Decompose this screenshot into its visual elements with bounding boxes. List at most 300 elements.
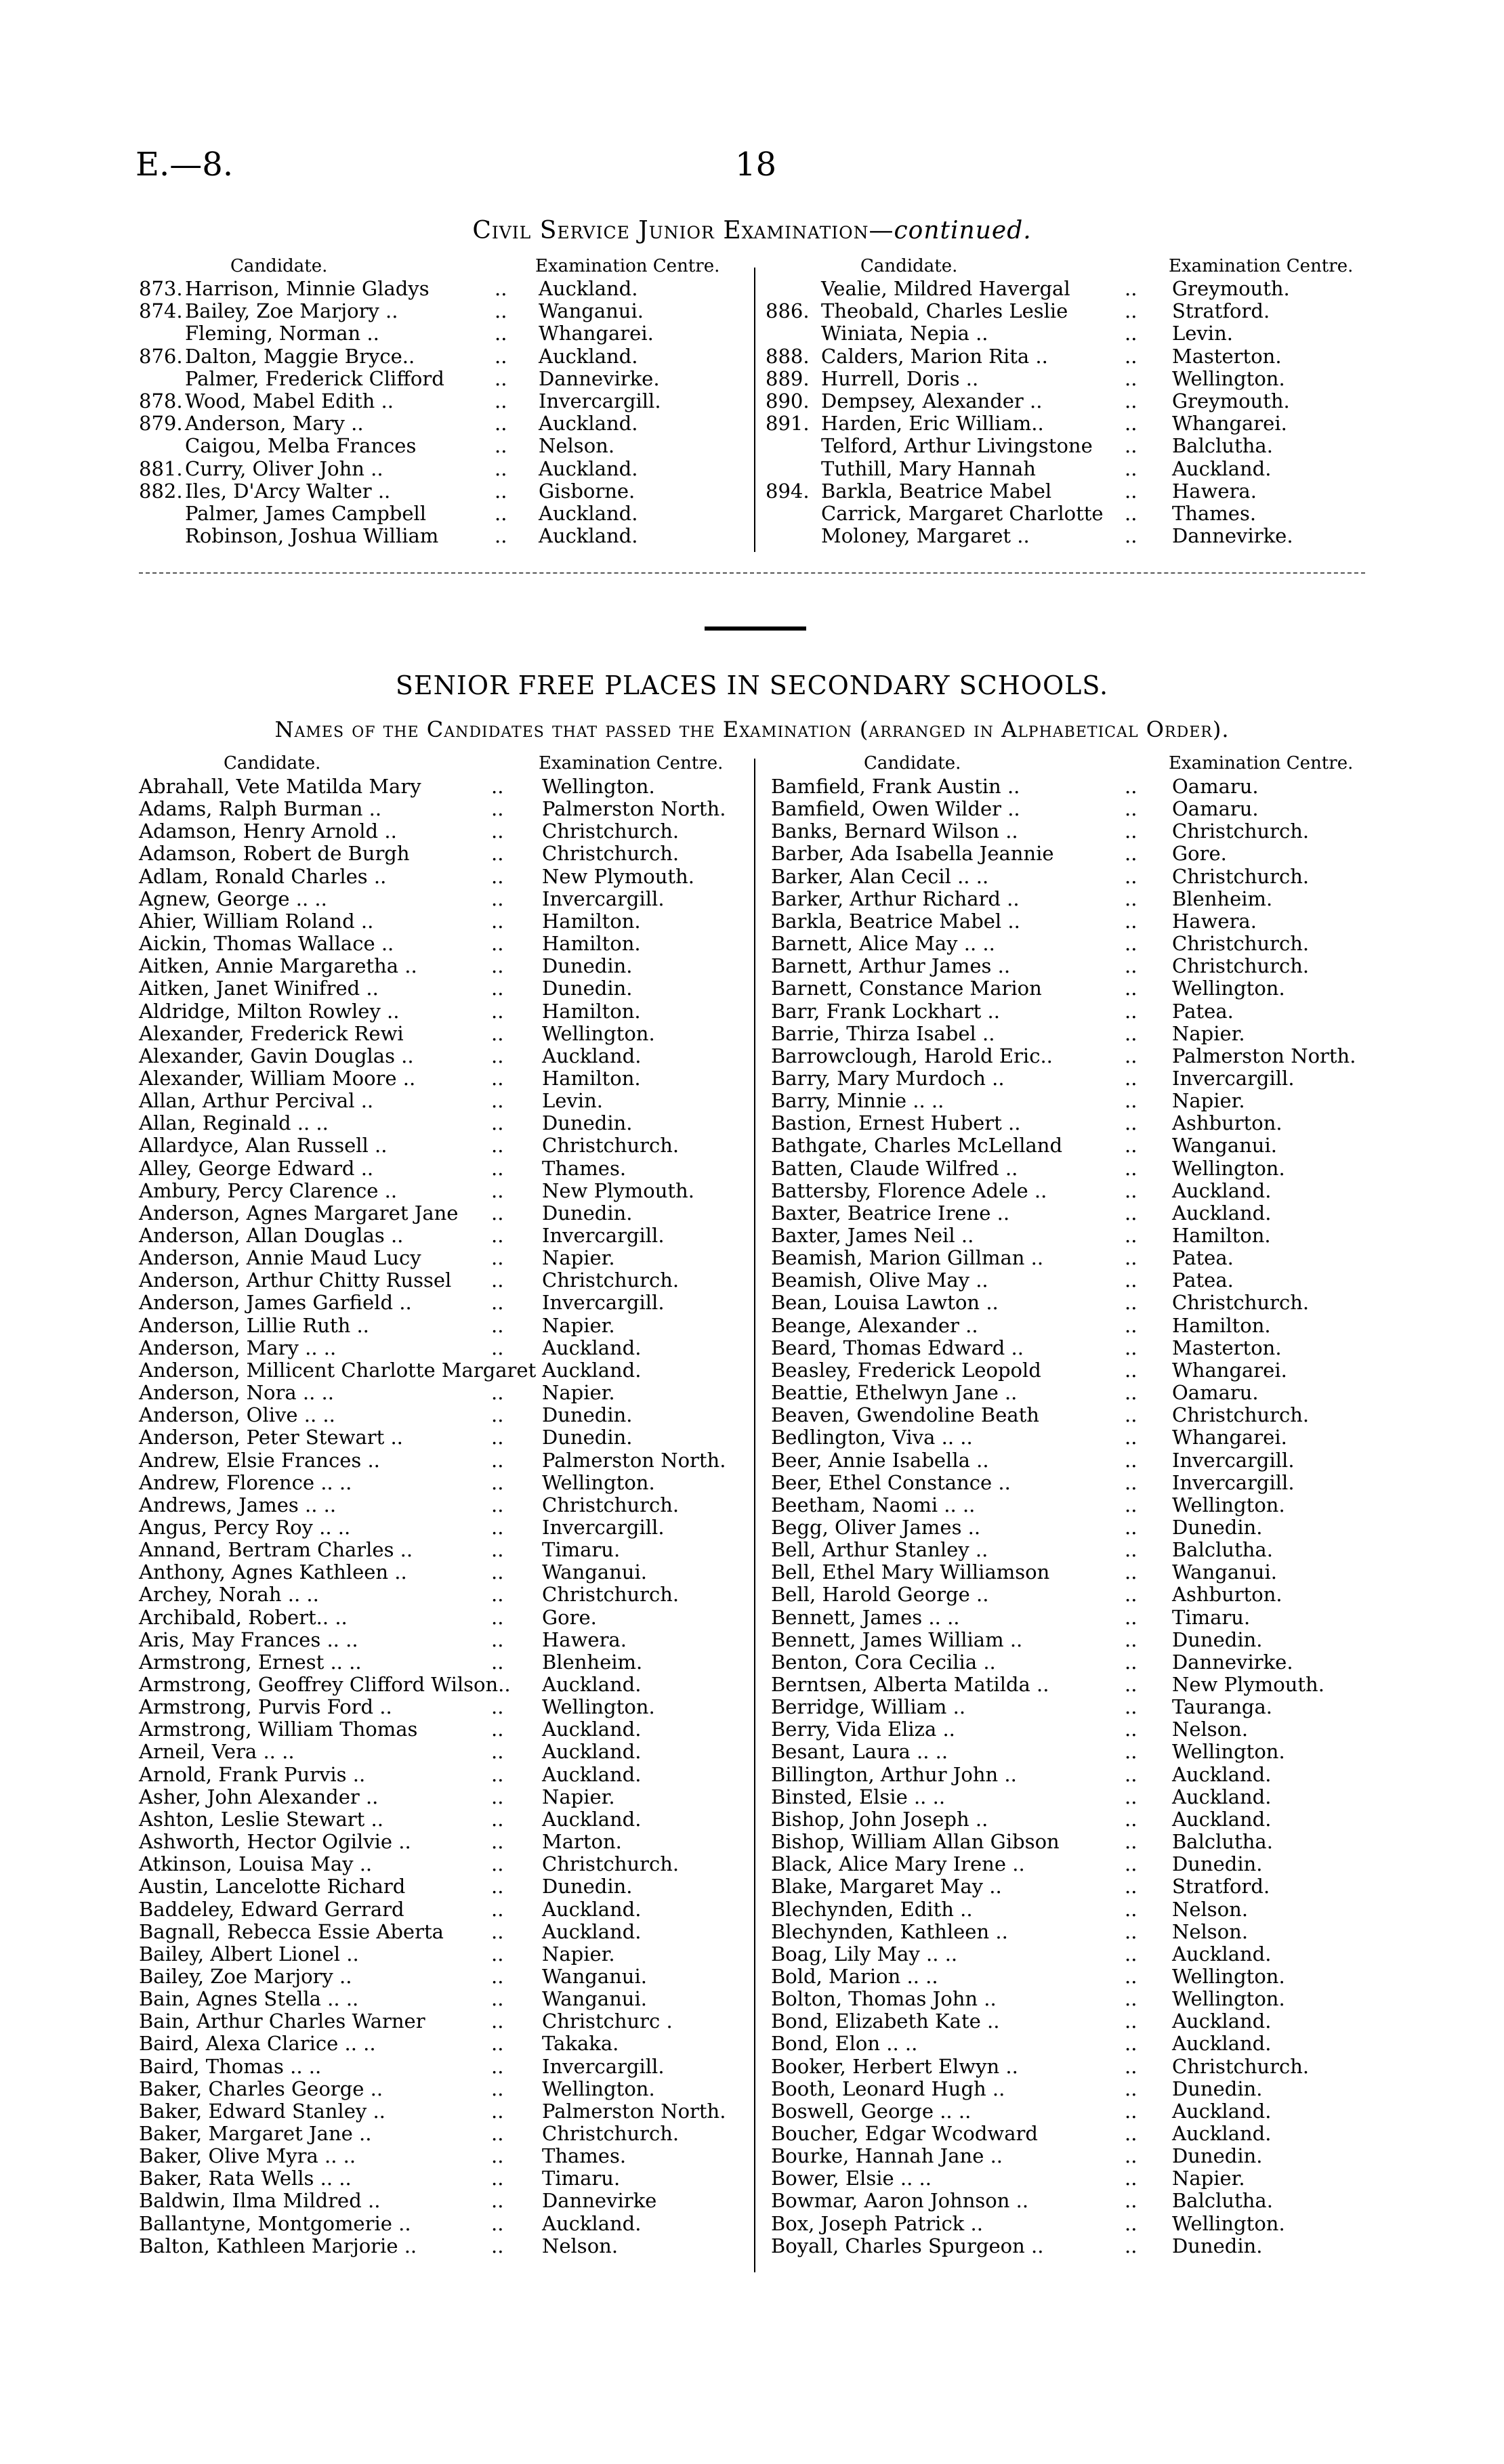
- leader-dots: ..: [491, 2054, 504, 2078]
- examination-centre: Invercargill.: [542, 887, 665, 910]
- candidate-name: Alley, George Edward ..: [139, 1156, 374, 1180]
- examination-centre: Christchurch.: [542, 1493, 680, 1516]
- examination-centre: Nelson.: [1172, 1919, 1249, 1943]
- leader-dots: ..: [1125, 434, 1137, 458]
- candidate-name: Baldwin, Ilma Mildred ..: [139, 2189, 381, 2213]
- list-row: [771, 843, 1367, 865]
- list-row: [139, 278, 735, 300]
- list-row: [139, 1045, 735, 1067]
- candidate-name: Baird, Alexa Clarice .. ..: [139, 2032, 376, 2056]
- candidate-name: Baird, Thomas .. ..: [139, 2054, 322, 2078]
- row-number: 886.: [766, 299, 810, 323]
- list-row: [139, 1629, 735, 1651]
- leader-dots: ..: [491, 2167, 504, 2190]
- leader-dots: ..: [1125, 456, 1137, 480]
- list-row: [139, 1853, 735, 1875]
- list-row: [139, 322, 735, 345]
- examination-centre: Dunedin.: [1172, 1852, 1263, 1876]
- leader-dots: ..: [1125, 344, 1137, 368]
- examination-centre: Masterton.: [1172, 344, 1282, 368]
- leader-dots: ..: [1125, 1673, 1137, 1696]
- candidate-name: Beattie, Ethelwyn Jane ..: [771, 1381, 1018, 1405]
- candidate-name: Ashton, Leslie Stewart ..: [139, 1807, 383, 1831]
- leader-dots: ..: [491, 1964, 504, 1988]
- candidate-name: Benton, Cora Cecilia ..: [771, 1650, 996, 1674]
- candidate-name: Aickin, Thomas Wallace ..: [139, 932, 394, 956]
- examination-centre: Gore.: [542, 1605, 597, 1629]
- candidate-name: Bower, Elsie .. ..: [771, 2167, 932, 2190]
- examination-centre: Auckland.: [1172, 456, 1272, 480]
- leader-dots: ..: [1125, 1515, 1137, 1539]
- candidate-name: Baxter, James Neil ..: [771, 1224, 974, 1247]
- list-row: [139, 1494, 735, 1516]
- candidate-name: Agnew, George .. ..: [139, 887, 327, 910]
- row-number: 888.: [766, 344, 810, 368]
- list-row: [766, 480, 1362, 503]
- leader-dots: ..: [1125, 2234, 1137, 2257]
- leader-dots: ..: [491, 1875, 504, 1898]
- examination-centre: Timaru.: [542, 2167, 621, 2190]
- leader-dots: ..: [1125, 322, 1137, 345]
- examination-centre: Dannevirke.: [539, 366, 660, 390]
- examination-centre: Auckland.: [539, 502, 638, 525]
- candidate-name: Bowmar, Aaron Johnson ..: [771, 2189, 1029, 2213]
- examination-centre: Christchurch.: [542, 820, 680, 843]
- candidate-name: Aitken, Janet Winifred ..: [139, 977, 379, 1000]
- examination-centre: Auckland.: [542, 2211, 642, 2235]
- examination-centre: Christchurch.: [542, 2122, 680, 2145]
- candidate-name: Barr, Frank Lockhart ..: [771, 999, 1000, 1023]
- list-row: [771, 1741, 1367, 1763]
- list-row: [771, 1090, 1367, 1112]
- examination-centre: Patea.: [1172, 999, 1234, 1023]
- examination-centre: Blenheim.: [1172, 887, 1273, 910]
- examination-centre: Auckland.: [542, 1044, 642, 1067]
- list-row: [139, 1247, 735, 1269]
- list-row: [771, 820, 1367, 843]
- senior-free-title: SENIOR FREE PLACES IN SECONDARY SCHOOLS.: [395, 671, 1109, 700]
- list-row: [771, 1539, 1367, 1561]
- candidate-name: Bennett, James .. ..: [771, 1605, 960, 1629]
- list-row: [771, 1516, 1367, 1539]
- examination-centre: Christchurch.: [1172, 1291, 1310, 1315]
- leader-dots: ..: [491, 864, 504, 888]
- list-row: [771, 2190, 1367, 2212]
- list-row: [771, 1000, 1367, 1023]
- list-row: [139, 2213, 735, 2235]
- examination-centre: Auckland.: [539, 456, 638, 480]
- list-row: [771, 1449, 1367, 1472]
- leader-dots: ..: [1125, 1718, 1137, 1741]
- examination-centre: Auckland.: [542, 1762, 642, 1786]
- candidate-name: Baxter, Beatrice Irene ..: [771, 1201, 1010, 1225]
- leader-dots: ..: [1125, 1156, 1137, 1180]
- examination-centre: Whangarei.: [1172, 1358, 1287, 1382]
- list-row: [766, 368, 1362, 390]
- leader-dots: ..: [1125, 1269, 1137, 1292]
- list-row: [139, 843, 735, 865]
- leader-dots: ..: [1125, 1246, 1137, 1270]
- candidate-name: Archibald, Robert.. ..: [139, 1605, 348, 1629]
- examination-centre: Wellington.: [542, 2077, 655, 2100]
- leader-dots: ..: [1125, 1538, 1137, 1562]
- leader-dots: ..: [491, 1470, 504, 1494]
- leader-dots: ..: [491, 1246, 504, 1270]
- examination-centre: Wellington.: [1172, 1156, 1285, 1180]
- list-row: [139, 2167, 735, 2190]
- leader-dots: ..: [491, 1201, 504, 1225]
- list-row: [139, 2235, 735, 2257]
- leader-dots: ..: [1125, 2032, 1137, 2056]
- examination-centre: Marton.: [542, 1830, 622, 1854]
- leader-dots: ..: [495, 479, 507, 503]
- leader-dots: ..: [1125, 909, 1137, 933]
- list-row: [771, 2056, 1367, 2078]
- leader-dots: ..: [1125, 1987, 1137, 2011]
- list-row: [139, 1696, 735, 1718]
- candidate-name: Baddeley, Edward Gerrard: [139, 1897, 404, 1921]
- leader-dots: ..: [1125, 2122, 1137, 2145]
- list-row: [771, 1337, 1367, 1359]
- list-row: [771, 955, 1367, 977]
- list-row: [139, 2033, 735, 2055]
- leader-dots: ..: [1125, 1358, 1137, 1382]
- examination-centre: Palmerston North.: [1172, 1044, 1356, 1067]
- examination-centre: Dunedin.: [1172, 2144, 1263, 2168]
- examination-centre: Wanganui.: [539, 299, 644, 323]
- candidate-name: Barnett, Alice May .. ..: [771, 932, 995, 956]
- examination-centre: Wellington.: [542, 1695, 655, 1719]
- candidate-name: Bedlington, Viva .. ..: [771, 1426, 973, 1449]
- row-number: 881.: [139, 456, 183, 480]
- leader-dots: ..: [491, 1224, 504, 1247]
- examination-centre: Hawera.: [1172, 479, 1257, 503]
- candidate-name: Beasley, Frederick Leopold: [771, 1358, 1041, 1382]
- leader-dots: ..: [495, 524, 507, 548]
- list-row: [139, 1426, 735, 1449]
- list-row: [771, 1921, 1367, 1943]
- candidate-name: Winiata, Nepia ..: [821, 322, 988, 345]
- leader-dots: ..: [1125, 277, 1137, 300]
- row-number: 873.: [139, 277, 183, 300]
- candidate-name: Robinson, Joshua William: [185, 524, 439, 548]
- leader-dots: ..: [1125, 2211, 1137, 2235]
- leader-dots: ..: [1125, 1897, 1137, 1921]
- examination-centre: Auckland.: [539, 524, 638, 548]
- row-number: 874.: [139, 299, 183, 323]
- cs-left-col-centre: Examination Centre.: [535, 256, 720, 276]
- list-row: [139, 1651, 735, 1674]
- leader-dots: ..: [1125, 1493, 1137, 1516]
- examination-centre: Auckland.: [1172, 2010, 1272, 2033]
- candidate-name: Anderson, Agnes Margaret Jane: [139, 1201, 459, 1225]
- list-row: [771, 2100, 1367, 2123]
- leader-dots: ..: [1125, 1111, 1137, 1135]
- examination-centre: Wanganui.: [542, 1964, 647, 1988]
- candidate-name: Andrew, Elsie Frances ..: [139, 1448, 380, 1472]
- candidate-name: Beer, Ethel Constance ..: [771, 1470, 1011, 1494]
- leader-dots: ..: [1125, 1134, 1137, 1157]
- candidate-name: Arnold, Frank Purvis ..: [139, 1762, 366, 1786]
- list-row: [771, 1247, 1367, 1269]
- candidate-name: Bailey, Zoe Marjory ..: [139, 1964, 352, 1988]
- sf-left-col-candidate: Candidate.: [224, 753, 321, 773]
- leader-dots: ..: [1125, 1695, 1137, 1719]
- leader-dots: ..: [491, 1695, 504, 1719]
- leader-dots: ..: [491, 842, 504, 866]
- leader-dots: ..: [491, 954, 504, 978]
- leader-dots: ..: [1125, 524, 1137, 548]
- leader-dots: ..: [1125, 1313, 1137, 1337]
- candidate-name: Anderson, Millicent Charlotte Margaret: [139, 1358, 537, 1382]
- leader-dots: ..: [495, 434, 507, 458]
- examination-centre: Dunedin.: [542, 954, 633, 978]
- leader-dots: ..: [1125, 797, 1137, 821]
- candidate-name: Bailey, Albert Lionel ..: [139, 1942, 359, 1966]
- section-divider-dashed: [139, 572, 1365, 574]
- examination-centre: Nelson.: [1172, 1718, 1249, 1741]
- candidate-name: Beaven, Gwendoline Beath: [771, 1403, 1039, 1427]
- leader-dots: ..: [491, 820, 504, 843]
- leader-dots: ..: [1125, 1426, 1137, 1449]
- leader-dots: ..: [491, 2032, 504, 2056]
- examination-centre: Christchurc .: [542, 2010, 673, 2033]
- list-row: [139, 2190, 735, 2212]
- list-row: [139, 2145, 735, 2167]
- list-row: [139, 910, 735, 933]
- candidate-name: Blechynden, Edith ..: [771, 1897, 973, 1921]
- examination-centre: Hamilton.: [542, 999, 641, 1023]
- examination-centre: Auckland.: [539, 344, 638, 368]
- list-row: [139, 933, 735, 955]
- candidate-name: Anderson, Mary .. ..: [139, 1336, 337, 1359]
- examination-centre: Levin.: [542, 1089, 603, 1113]
- candidate-name: Austin, Lancelotte Richard: [139, 1875, 406, 1898]
- examination-centre: Hamilton.: [542, 1066, 641, 1090]
- candidate-name: Barker, Arthur Richard ..: [771, 887, 1020, 910]
- leader-dots: ..: [491, 1583, 504, 1607]
- list-row: [139, 390, 735, 412]
- candidate-name: Barkla, Beatrice Mabel ..: [771, 909, 1020, 933]
- candidate-name: Carrick, Margaret Charlotte: [821, 502, 1104, 525]
- list-row: [771, 1134, 1367, 1157]
- candidate-name: Beer, Annie Isabella ..: [771, 1448, 989, 1472]
- leader-dots: ..: [1125, 1852, 1137, 1876]
- candidate-name: Batten, Claude Wilfred ..: [771, 1156, 1018, 1180]
- examination-centre: Thames.: [542, 1156, 627, 1180]
- examination-centre: Wellington.: [1172, 1740, 1285, 1764]
- examination-centre: Gisborne.: [539, 479, 635, 503]
- leader-dots: ..: [491, 1381, 504, 1405]
- list-row: [771, 1023, 1367, 1045]
- row-number: 891.: [766, 412, 810, 436]
- candidate-name: Abrahall, Vete Matilda Mary: [139, 775, 421, 798]
- list-row: [139, 1607, 735, 1629]
- list-row: [139, 1337, 735, 1359]
- list-row: [771, 1045, 1367, 1067]
- leader-dots: ..: [495, 277, 507, 300]
- examination-centre: Auckland.: [1172, 1201, 1272, 1225]
- list-row: [771, 1898, 1367, 1921]
- examination-centre: Wanganui.: [542, 1987, 647, 2011]
- examination-centre: Stratford.: [1172, 299, 1270, 323]
- examination-centre: Dunedin.: [1172, 2234, 1263, 2257]
- examination-centre: Auckland.: [542, 1673, 642, 1696]
- examination-centre: Takaka.: [542, 2032, 619, 2056]
- leader-dots: ..: [1125, 1560, 1137, 1584]
- list-row: [766, 435, 1362, 457]
- candidate-name: Archey, Norah .. ..: [139, 1583, 319, 1607]
- examination-centre: Auckland.: [542, 1897, 642, 1921]
- candidate-name: Barkla, Beatrice Mabel: [821, 479, 1052, 503]
- list-row: [139, 977, 735, 1000]
- leader-dots: ..: [1125, 1875, 1137, 1898]
- list-row: [771, 1561, 1367, 1584]
- leader-dots: ..: [1125, 1605, 1137, 1629]
- leader-dots: ..: [1125, 2144, 1137, 2168]
- leader-dots: ..: [1125, 775, 1137, 798]
- list-row: [139, 1741, 735, 1763]
- list-row: [139, 1449, 735, 1472]
- examination-centre: Invercargill.: [1172, 1448, 1295, 1472]
- list-row: [771, 1225, 1367, 1247]
- candidate-name: Ashworth, Hector Ogilvie ..: [139, 1830, 411, 1854]
- candidate-name: Adams, Ralph Burman ..: [139, 797, 382, 821]
- senior-free-subtitle: Names of the Candidates that passed the Examination (arranged in Alphabetical Order).: [274, 717, 1230, 742]
- leader-dots: ..: [495, 322, 507, 345]
- sf-left-col-centre: Examination Centre.: [539, 753, 724, 773]
- candidate-name: Begg, Oliver James ..: [771, 1515, 981, 1539]
- page-number: 18: [735, 146, 777, 184]
- examination-centre: Wanganui.: [1172, 1560, 1277, 1584]
- candidate-name: Ambury, Percy Clarence ..: [139, 1178, 398, 1202]
- list-row: [771, 1494, 1367, 1516]
- candidate-name: Bell, Harold George ..: [771, 1583, 989, 1607]
- list-row: [771, 1718, 1367, 1741]
- leader-dots: ..: [491, 2234, 504, 2257]
- list-row: [139, 1225, 735, 1247]
- leader-dots: ..: [1125, 1336, 1137, 1359]
- candidate-name: Boyall, Charles Spurgeon ..: [771, 2234, 1044, 2257]
- examination-centre: Timaru.: [542, 1538, 621, 1562]
- examination-centre: Gore.: [1172, 842, 1227, 866]
- list-row: [139, 1404, 735, 1426]
- list-row: [771, 1607, 1367, 1629]
- list-row: [771, 1764, 1367, 1786]
- candidate-name: Beamish, Marion Gillman ..: [771, 1246, 1044, 1270]
- candidate-name: Blake, Margaret May ..: [771, 1875, 1002, 1898]
- candidate-name: Berry, Vida Eliza ..: [771, 1718, 955, 1741]
- examination-centre: Dunedin.: [542, 1403, 633, 1427]
- leader-dots: ..: [491, 999, 504, 1023]
- candidate-name: Theobald, Charles Leslie: [821, 299, 1068, 323]
- candidate-name: Aitken, Annie Margaretha ..: [139, 954, 417, 978]
- leader-dots: ..: [491, 1605, 504, 1629]
- examination-centre: Christchurch.: [542, 1583, 680, 1607]
- leader-dots: ..: [491, 2144, 504, 2168]
- examination-centre: Palmerston North.: [542, 2099, 726, 2123]
- list-row: [139, 1180, 735, 1202]
- examination-centre: Tauranga.: [1172, 1695, 1272, 1719]
- examination-centre: Dunedin.: [1172, 1628, 1263, 1651]
- list-row: [139, 1764, 735, 1786]
- leader-dots: ..: [491, 1897, 504, 1921]
- examination-centre: Christchurch.: [542, 1134, 680, 1157]
- leader-dots: ..: [1125, 502, 1137, 525]
- leader-dots: ..: [1125, 366, 1137, 390]
- leader-dots: ..: [491, 1650, 504, 1674]
- cs-right-col-candidate: Candidate.: [860, 256, 958, 276]
- row-number: 879.: [139, 412, 183, 436]
- list-row: [766, 345, 1362, 368]
- leader-dots: ..: [1125, 1762, 1137, 1786]
- candidate-name: Andrews, James .. ..: [139, 1493, 337, 1516]
- sf-right-col-candidate: Candidate.: [864, 753, 961, 773]
- leader-dots: ..: [1125, 1942, 1137, 1966]
- leader-dots: ..: [491, 2189, 504, 2213]
- examination-centre: Dannevirke.: [1172, 1650, 1293, 1674]
- leader-dots: ..: [1125, 1448, 1137, 1472]
- examination-centre: Auckland.: [1172, 2099, 1272, 2123]
- leader-dots: ..: [1125, 864, 1137, 888]
- leader-dots: ..: [1125, 2099, 1137, 2123]
- leader-dots: ..: [1125, 1807, 1137, 1831]
- list-row: [771, 1988, 1367, 2010]
- examination-centre: Levin.: [1172, 322, 1233, 345]
- examination-centre: Auckland.: [542, 1718, 642, 1741]
- examination-centre: Thames.: [542, 2144, 627, 2168]
- candidate-name: Caigou, Melba Frances: [185, 434, 417, 458]
- candidate-name: Harden, Eric William..: [821, 412, 1044, 436]
- list-row: [139, 1966, 735, 1988]
- examination-centre: Auckland.: [542, 1740, 642, 1764]
- leader-dots: ..: [491, 1628, 504, 1651]
- list-row: [771, 1292, 1367, 1314]
- candidate-name: Bastion, Ernest Hubert ..: [771, 1111, 1021, 1135]
- candidate-name: Booker, Herbert Elwyn ..: [771, 2054, 1018, 2078]
- candidate-name: Tuthill, Mary Hannah: [821, 456, 1036, 480]
- list-row: [766, 525, 1362, 547]
- leader-dots: ..: [491, 1852, 504, 1876]
- candidate-name: Curry, Oliver John ..: [185, 456, 383, 480]
- list-row: [771, 2010, 1367, 2033]
- leader-dots: ..: [491, 1134, 504, 1157]
- list-row: [139, 1674, 735, 1696]
- candidate-name: Anderson, Lillie Ruth ..: [139, 1313, 369, 1337]
- leader-dots: ..: [1125, 1224, 1137, 1247]
- document-code: E.—8.: [135, 146, 234, 184]
- leader-dots: ..: [491, 887, 504, 910]
- examination-centre: Wellington.: [1172, 1493, 1285, 1516]
- civil-service-title-cont: continued.: [894, 217, 1032, 245]
- candidate-name: Barnett, Arthur James ..: [771, 954, 1011, 978]
- list-row: [139, 1718, 735, 1741]
- candidate-name: Boswell, George .. ..: [771, 2099, 972, 2123]
- list-row: [771, 2213, 1367, 2235]
- examination-centre: Dannevirke.: [1172, 524, 1293, 548]
- candidate-name: Calders, Marion Rita ..: [821, 344, 1048, 368]
- candidate-name: Palmer, Frederick Clifford: [185, 366, 444, 390]
- candidate-name: Berntsen, Alberta Matilda ..: [771, 1673, 1049, 1696]
- leader-dots: ..: [495, 389, 507, 412]
- examination-centre: Napier.: [1172, 1089, 1245, 1113]
- list-row: [766, 278, 1362, 300]
- candidate-name: Bishop, William Allan Gibson: [771, 1830, 1060, 1854]
- leader-dots: ..: [1125, 479, 1137, 503]
- candidate-name: Palmer, James Campbell: [185, 502, 427, 525]
- candidate-name: Allardyce, Alan Russell ..: [139, 1134, 388, 1157]
- examination-centre: Nelson.: [539, 434, 615, 458]
